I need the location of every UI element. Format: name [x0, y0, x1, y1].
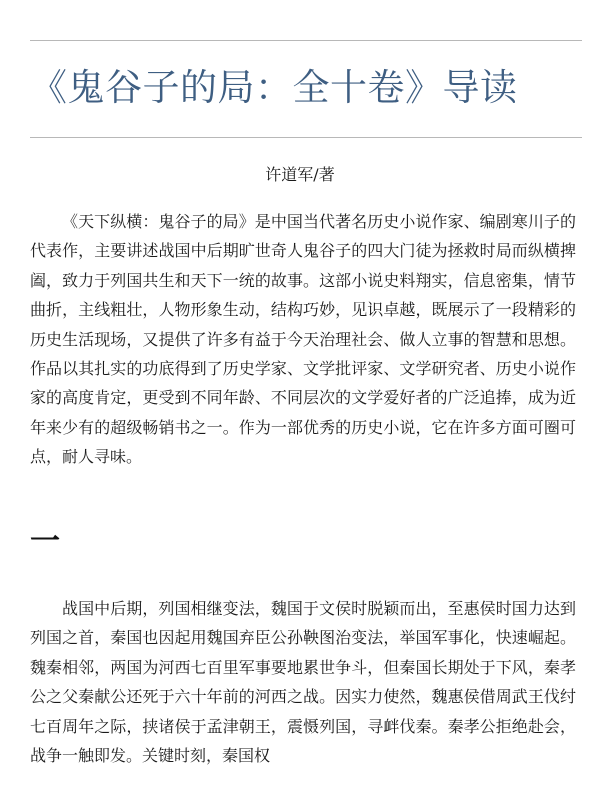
intro-paragraph: 《天下纵横：鬼谷子的局》是中国当代著名历史小说作家、编剧寒川子的代表作，主要讲述战国中后期旷世奇人鬼谷子的四大门徒为拯救时局而纵横捭阖，致力于列国共生和天下一统的故事。这部小说史料翔实，信息密集，情节曲折，主线粗壮，人物形象生动，结构巧妙，见识卓越，既展示了一段精彩的历史生活现场，又提供了许多有益于今天治理社会、做人立事的智慧和思想。作品以其扎实的功底得到了历史学家、文学批评家、文学研究者、历史小说作家的高度肯定，更受到不同年龄、不同层次的文学爱好者的广泛追捧，成为近年来少有的超级畅销书之一。作为一部优秀的历史小说，它在许多方面可圈可点，耐人寻味。: [30, 212, 576, 467]
title-bottom-divider: [30, 137, 582, 138]
top-divider: [30, 40, 582, 41]
page-title: 《鬼谷子的局：全十卷》导读: [30, 66, 518, 109]
section-heading-one: 一: [30, 524, 60, 559]
author-byline: 许道军/著: [265, 165, 335, 184]
section-one-paragraph: 战国中后期，列国相继变法，魏国于文侯时脱颖而出，至惠侯时国力达到列国之首，秦国也因起用魏国弃臣公孙鞅图治变法，举国军事化，快速崛起。魏秦相邻，两国为河西七百里军事要地累世争斗，但秦国长期处于下风，秦孝公之父秦献公还死于六十年前的河西之战。因实力使然，魏惠侯借周武王伐纣七百周年之际，挟诸侯于孟津朝王，震慑列国，寻衅伐秦。秦孝公拒绝赴会，战争一触即发。关键时刻，秦国权: [30, 599, 576, 766]
